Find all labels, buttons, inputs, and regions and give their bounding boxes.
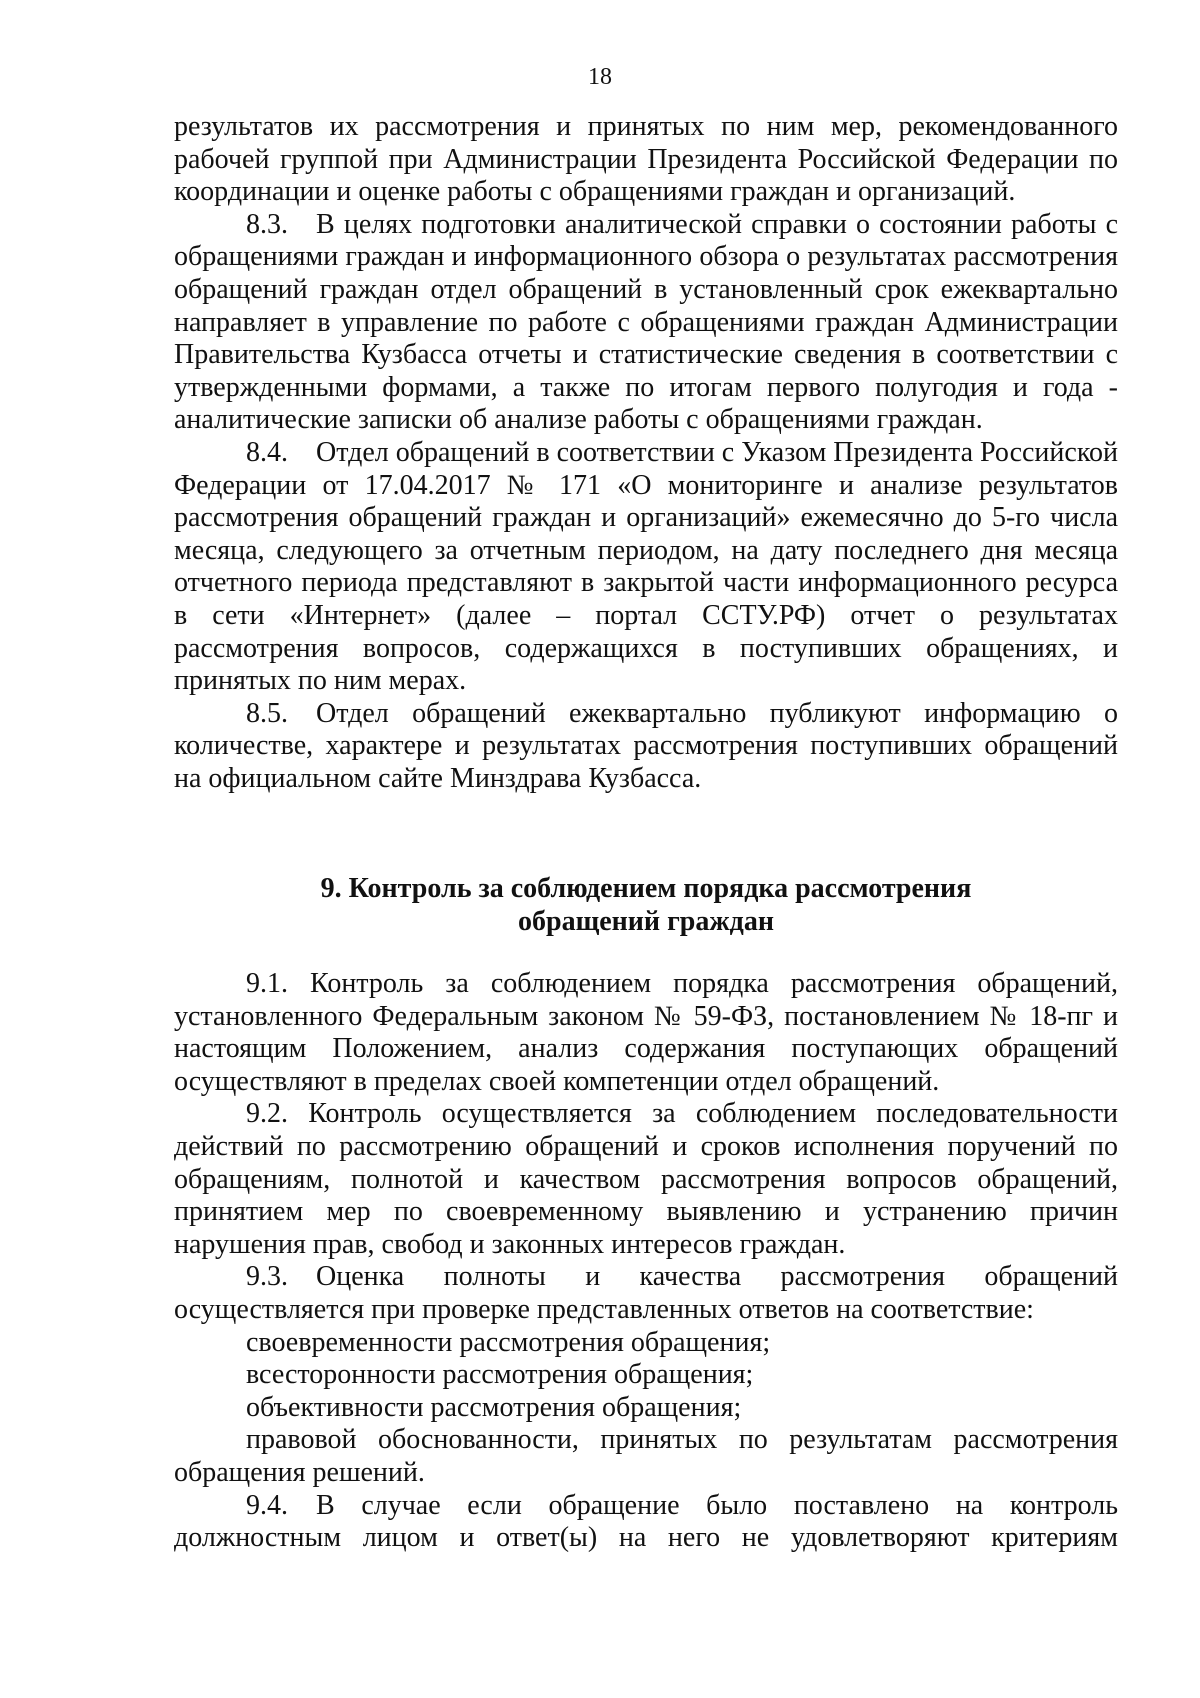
page-number: 18: [588, 64, 612, 90]
paragraph-9-1: 9.1. Контроль за соблюдением порядка рассмотрения обращений, установленного Федеральным законом № 59-ФЗ, постановлением № 18-пг и настоящим Положением, анализ содержания поступающих обращений осуществляют в пределах своей компетенции отдел обращений.: [174, 968, 1118, 1097]
criterion-item: правовой обоснованности, принятых по результатам рассмотрения обращения решений.: [174, 1424, 1118, 1488]
paragraph-8-3: 8.3. В целях подготовки аналитической справки о состоянии работы с обращениями граждан и информационного обзора о результатах рассмотрения обращений граждан отдел обращений в установленный срок ежеквартально направляет в управление по работе с обращениями граждан Администрации Правительства Кузбасса отчеты и статистические сведения в соответствии с утвержденными формами, а также по итогам первого полугодия и года - аналитические записки об анализе работы с обращениями граждан.: [174, 208, 1118, 436]
paragraph-8-5: 8.5. Отдел обращений ежеквартально публикуют информацию о количестве, характере и результатах рассмотрения поступивших обращений на официальном сайте Минздрава Кузбасса.: [174, 697, 1118, 794]
criterion-item: своевременности рассмотрения обращения;: [246, 1326, 771, 1358]
paragraph-continuation: результатов их рассмотрения и принятых по ним мер, рекомендованного рабочей группой при Администрации Президента Российской Федерации по координации и оценке работы с обращениями граждан и организаций.: [174, 111, 1118, 208]
paragraph-8-4: 8.4. Отдел обращений в соответствии с Указом Президента Российской Федерации от 17.04.2017 № 171 «О мониторинге и анализе результатов рассмотрения обращений граждан и организаций» ежемесячно до 5-го числа месяца, следующего за отчетным периодом, на дату последнего дня месяца отчетного периода представляют в закрытой части информационного ресурса в сети «Интернет» (далее – портал ССТУ.РФ) отчет о результатах рассмотрения вопросов, содержащихся в поступивших обращениях, и принятых по ним мерах.: [174, 436, 1118, 697]
criterion-item: объективности рассмотрения обращения;: [246, 1391, 742, 1423]
section-9-body: [174, 968, 1118, 1555]
section-9-heading: [174, 873, 1118, 938]
paragraph-9-3: 9.3. Оценка полноты и качества рассмотрения обращений осуществляется при проверке представленных ответов на соответствие:: [174, 1261, 1118, 1325]
section-8-body: [174, 111, 1118, 795]
criterion-item: всесторонности рассмотрения обращения;: [246, 1359, 754, 1391]
section-9-heading-line-2: обращений граждан: [518, 905, 774, 937]
section-9-heading-line-1: 9. Контроль за соблюдением порядка рассмотрения: [320, 873, 972, 904]
paragraph-9-4: 9.4. В случае если обращение было поставлено на контроль должностным лицом и ответ(ы) на него не удовлетворяют критериям: [174, 1489, 1118, 1554]
paragraph-9-2: 9.2. Контроль осуществляется за соблюдением последовательности действий по рассмотрению обращений и сроков исполнения поручений по обращениям, полнотой и качеством рассмотрения вопросов обращений, принятием мер по своевременному выявлению и устранению причин нарушения прав, свобод и законных интересов граждан.: [174, 1098, 1118, 1260]
